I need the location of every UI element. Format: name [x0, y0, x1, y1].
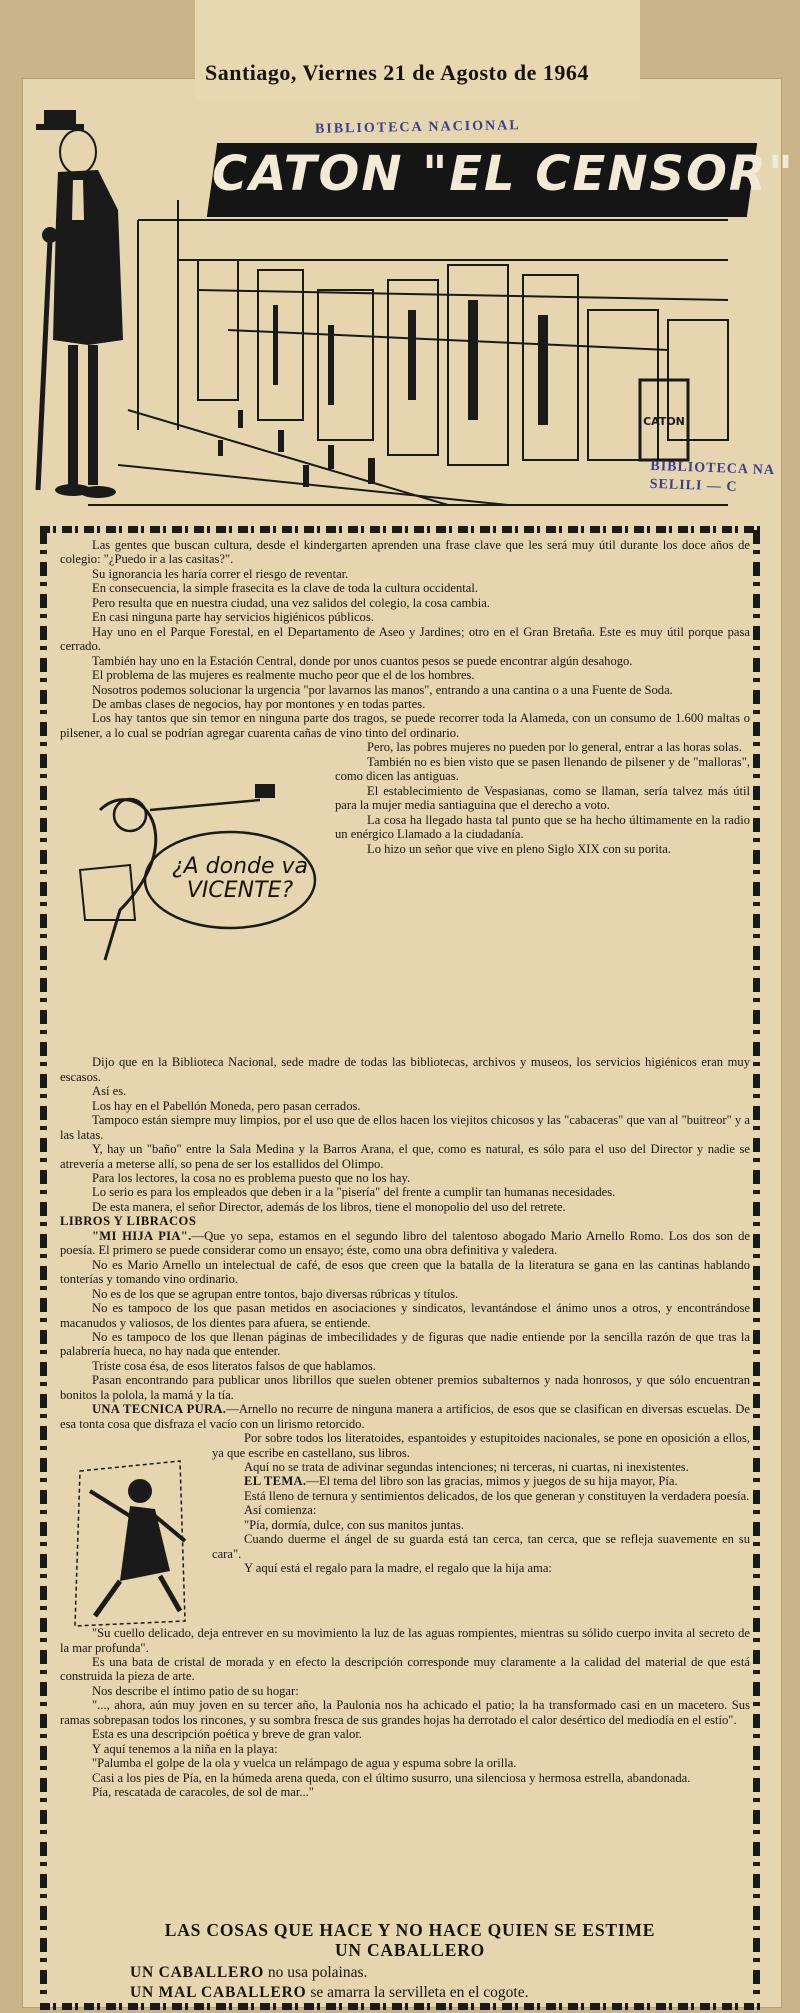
- book-paragraph: [60, 1301, 750, 1330]
- section-heading-books: LIBROS Y LIBRACOS: [60, 1214, 197, 1229]
- paragraph: Cuando duerme el ángel de su guarda está tan cerca, tan cerca, que se refleja suavemente en su cara".: [212, 1532, 750, 1561]
- paragraph: Y, hay un "baño" entre la Sala Medina y la Barros Arana, el que, como es natural, es sólo para el uso del Director y nadie se atrevería a meterse allí, so pena de ser los estallidos del Olimpo.: [60, 1142, 750, 1171]
- paragraph: Está lleno de ternura y sentimientos delicados, de los que generan y constituyen la verdadera poesía.: [244, 1488, 750, 1503]
- book-paragraph: [60, 1330, 750, 1359]
- paragraph: Esta es una descripción poética y breve de gran valor.: [92, 1727, 362, 1742]
- theme-first: —El tema del libro son las gracias, mimos y juegos de su hija mayor, Pía.: [306, 1474, 678, 1489]
- column-title: CATON "EL CENSOR": [212, 146, 795, 202]
- paragraph-text: No es Mario Arnello un intelectual de café, de esos que creen que la batalla de la literatura se gana en las cantinas hablando tonterías y tomando vino ordinario.: [60, 1257, 750, 1287]
- vicente-caption: ¿A donde va VICENTE?: [171, 854, 309, 904]
- paragraph: De esta manera, el señor Director, además de los libros, tiene el monopolio del uso del retrete.: [92, 1199, 566, 1214]
- paragraph: Su ignorancia les haría correr el riesgo de reventar.: [92, 566, 349, 581]
- paragraph-lead: "MI HIJA PIA".: [92, 1228, 192, 1243]
- stamp-line-1: BIBLIOTECA NA: [650, 458, 776, 479]
- paragraph: Dijo que en la Biblioteca Nacional, sede madre de todas las bibliotecas, archivos y museos, los servicios higiénicos eran muy escasos.: [60, 1055, 750, 1084]
- paragraph-text: Pasan encontrando para publicar unos librillos que suelen obtener premios subalternos y nada honrosos, y que sólo encuentran bonitos la polola, la mamá y la tía.: [60, 1373, 750, 1402]
- paragraph: En consecuencia, la simple frasecita es la clave de toda la cultura occidental.: [92, 581, 479, 596]
- article-body: [60, 538, 750, 1800]
- footer-line-2: [130, 1984, 529, 2002]
- paragraph-lead: UNA TECNICA PURA.: [92, 1402, 227, 1417]
- stamp-line-2: SELILI — C: [649, 476, 738, 495]
- paragraph: En casi ninguna parte hay servicios higiénicos públicos.: [92, 610, 374, 625]
- border-right: [753, 530, 760, 2000]
- paragraph: Los hay en el Pabellón Moneda, pero pasan cerrados.: [92, 1098, 361, 1113]
- paragraph: "..., ahora, aún muy joven en su tercer año, la Paulonia nos ha achicado el patio; la ha transformado casi en un macetero. Sus ramas sobrepasan todos los rincones, y su sombra fresca de sus grandes hojas ha derrotado el calor desértico del mediodía en el estío".: [60, 1698, 750, 1727]
- paragraph: Nosotros podemos solucionar la urgencia "por lavarnos las manos", entrando a una cantina o a una Fuente de Soda.: [92, 682, 673, 697]
- paragraph: Los hay tantos que sin temor en ninguna parte dos tragos, se puede recorrer toda la Alameda, con un consumo de 1.600 maltas o pilsener, a lo cual se podrían agregar cuarenta cañas de vino tinto del ordinario.: [60, 711, 750, 740]
- paragraph: Lo hizo un señor que vive en pleno Siglo XIX con su porita.: [367, 841, 671, 856]
- paragraph: "Palumba el golpe de la ola y vuelca un relámpago de agua y espuma sobre la orilla.: [92, 1756, 517, 1771]
- paragraph: De ambas clases de negocios, hay por montones y en todas partes.: [92, 696, 426, 711]
- paragraph: Hay uno en el Parque Forestal, en el Departamento de Aseo y Jardines; otro en el Gran Bretaña. Este es muy útil porque pasa cerrado.: [60, 624, 750, 654]
- paragraph: Casi a los pies de Pía, en la húmeda arena queda, con el último susurro, una silenciosa y hermosa estrella, abandonada.: [92, 1770, 691, 1785]
- library-stamp-bottom: [649, 458, 775, 498]
- footer-title: [80, 1920, 740, 1960]
- paragraph: También no es bien visto que se pasen llenando de pilsener y de "malloras", como dicen las antiguas.: [335, 754, 750, 784]
- paragraph: Aquí no se trata de adivinar segundas intenciones; ni terceras, ni cuartas, ni inexistentes.: [244, 1460, 689, 1475]
- vicente-cartoon: [60, 740, 325, 1055]
- paragraph: Así comienza:: [244, 1503, 317, 1518]
- sign-text: CATON: [643, 415, 685, 428]
- paragraph: "Su cuello delicado, deja entrever en su movimiento la luz de las aguas rompientes, mientras su sólido cuerpo invita al secreto de la mar profunda".: [60, 1626, 750, 1655]
- book-paragraph: [60, 1287, 750, 1301]
- border-left: [40, 530, 47, 2000]
- paragraphs-part1: [60, 538, 750, 740]
- book-paragraph: [60, 1258, 750, 1287]
- paragraph-text: —Que yo sepa, estamos en el segundo libro del talentoso abogado Mario Arnello Romo. Los dos son de poesía. El primero se puede considerar como un ensayo; éste, como una obra definitiva y valedera.: [60, 1228, 750, 1258]
- footer-line1-bold: UN CABALLERO: [130, 1964, 265, 1981]
- footer-title-line2: UN CABALLERO: [334, 1940, 486, 1960]
- paragraph: Pero, las pobres mujeres no pueden por lo general, entrar a las horas solas.: [367, 740, 742, 755]
- paragraph: Y aquí tenemos a la niña en la playa:: [92, 1741, 278, 1756]
- paragraph: Pero resulta que en nuestra ciudad, una vez salidos del colegio, la cosa cambia.: [92, 595, 490, 610]
- book-paragraph: [60, 1229, 750, 1258]
- paragraph: Por sobre todos los literatoides, espantoides y estupitoides nacionales, se pone en oposición a ellos, ya que escribe en castellano, sus libros.: [212, 1431, 750, 1460]
- paragraph-text: No es tampoco de los que llenan páginas de imbecilidades y de figuras que nadie entiende por la sencilla razón de que tras la palabrería hueca, no hay nada que entender.: [60, 1329, 750, 1359]
- publication-date: Santiago, Viernes 21 de Agosto de 1964: [205, 60, 589, 85]
- paragraph: Nos describe el íntimo patio de su hogar:: [92, 1683, 299, 1698]
- paragraph: El problema de las mujeres es realmente mucho peor que el de los hombres.: [92, 668, 475, 683]
- library-stamp-top: BIBLIOTECA NACIONAL: [314, 118, 521, 137]
- paragraphs-books: [60, 1229, 750, 1431]
- paragraph: "Pía, dormía, dulce, con sus manitos juntas.: [244, 1517, 464, 1532]
- paragraph: Es una bata de cristal de morada y en efecto la descripción corresponde muy claramente a la calidad del material de que está construida la pieza de arte.: [60, 1655, 750, 1684]
- dancer-illustration: [60, 1431, 200, 1626]
- paragraph: El establecimiento de Vespasianas, como se llaman, sería talvez más útil para la mujer media santiaguina que el derecho a voto.: [335, 783, 750, 813]
- book-paragraph: [60, 1373, 750, 1402]
- paragraph: Las gentes que buscan cultura, desde el kindergarten aprenden una frase clave que les será muy útil durante los doce años de colegio: "¿Puedo ir a las casitas?".: [60, 538, 750, 567]
- paragraph: Así es.: [92, 1084, 127, 1099]
- book-paragraph: [60, 1359, 750, 1373]
- paragraph-text: No es de los que se agrupan entre tontos, bajo diversas rúbricas y títulos.: [92, 1286, 459, 1301]
- theme-lead: EL TEMA.: [244, 1474, 307, 1489]
- book-paragraph: [60, 1402, 750, 1431]
- paragraph-text: —Arnello no recurre de ninguna manera a artificios, de esos que se clasifican en diversas escuelas. De esa tonta cosa que disfraza el vacío con un lirismo retorcido.: [60, 1402, 750, 1431]
- paragraph: También hay uno en la Estación Central, donde por unos cuantos pesos se puede encontrar algún desahogo.: [92, 653, 633, 668]
- paragraph: Pía, rescatada de caracoles, de sol de mar...": [92, 1785, 314, 1800]
- footer-title-line1: LAS COSAS QUE HACE Y NO HACE QUIEN SE ESTIME: [164, 1920, 656, 1940]
- paragraphs-part3: [60, 1055, 750, 1214]
- paragraph: Tampoco están siempre muy limpios, por el uso que de ellos hacen los viejitos chicosos y las "cabaceras" que van al "buitreor" y a las latas.: [60, 1113, 750, 1142]
- footer-line-1: [130, 1964, 367, 1982]
- border-top: [40, 526, 760, 533]
- footer-line2-bold: UN MAL CABALLERO: [130, 1984, 307, 2001]
- paragraph: La cosa ha llegado hasta tal punto que se ha hecho últimamente en la radio un enérgico Llamado a la ciudadanía.: [335, 812, 750, 842]
- footer-box: [80, 1920, 740, 2008]
- paragraph-text: Triste cosa ésa, de esos literatos falsos de que hablamos.: [92, 1358, 376, 1373]
- paragraph: Lo serio es para los empleados que deben ir a la "pisería" del frente a cumplir tan humanas necesidades.: [92, 1185, 616, 1200]
- paragraphs-part4: [60, 1626, 750, 1799]
- paragraph-text: No es tampoco de los que pasan metidos en asociaciones y sindicatos, levantándose el ánimo unos a otros, y encontrándose macanudos y valiosos, de los dientes para afuera, se entiende.: [60, 1301, 750, 1330]
- footer-line1-rest: no usa polainas.: [264, 1964, 368, 1981]
- paragraph: Y aquí está el regalo para la madre, el regalo que la hija ama:: [244, 1561, 552, 1576]
- footer-line2-rest: se amarra la servilleta en el cogote.: [306, 1984, 529, 2001]
- gentleman-figure: [36, 110, 123, 498]
- paragraph: Para los lectores, la cosa no es problema puesto que no los hay.: [92, 1170, 411, 1185]
